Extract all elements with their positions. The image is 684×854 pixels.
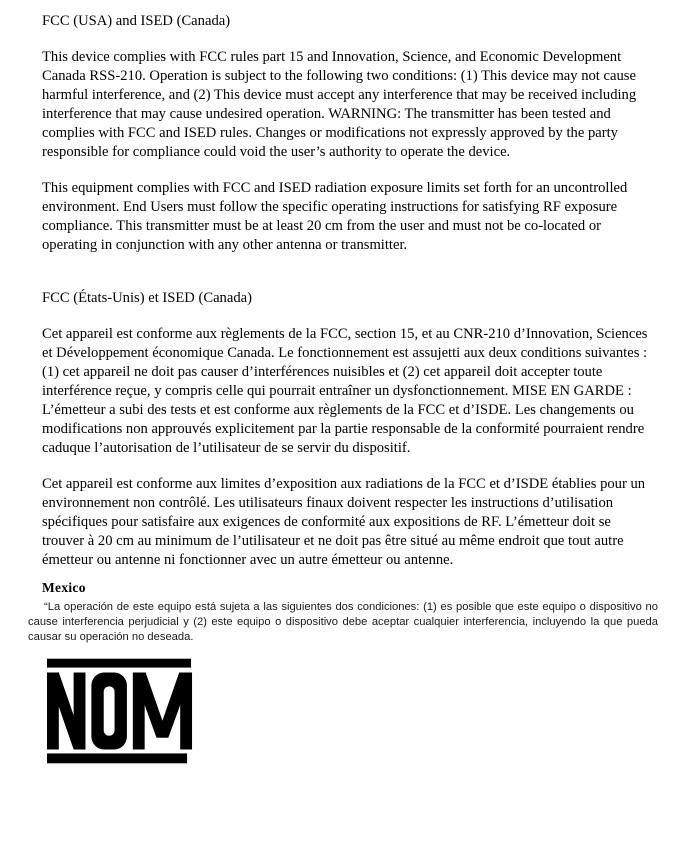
section-heading-mexico: Mexico <box>42 580 86 595</box>
nom-logo <box>46 658 194 764</box>
nom-logo-graphic <box>46 658 194 764</box>
fcc-english-paragraph-1: This device complies with FCC rules part 15 and Innovation, Science, and Economic Development Canada RSS-210. Operation is subject to the following two conditions: (1) This device may not cause harmful interference, and (2) This device must accept any interference that may be received including interference that may cause undesired operation. WARNING: The transmitter has been tested and complies with FCC and ISED rules. Changes or modifications not expressly approved by the party responsible for compliance could void the user’s authority to operate the device. <box>42 49 637 160</box>
section-heading-fcc-english: FCC (USA) and ISED (Canada) <box>42 13 231 29</box>
section-heading-fcc-french: FCC (États-Unis) et ISED (Canada) <box>42 290 252 306</box>
mexico-paragraph: “La operación de este equipo está sujeta a las siguientes dos condiciones: (1) es posible que este equipo o dispositivo no cause interferencia perjudicial y (2) este equipo o dispositivo debe aceptar cualquier interferencia, incluyendo la que pueda causar su operación no deseada. <box>28 601 658 643</box>
fcc-french-paragraph-2: Cet appareil est conforme aux limites d’exposition aux radiations de la FCC et d’ISDE établies pour un environnement non contrôlé. Les utilisateurs finaux doivent respecter les instructions d’utilisation spécifiques pour satisfaire aux exigences de conformité aux expositions de RF. L’émetteur doit se trouver à 20 cm au minimum de l’utilisateur et ne doit pas être situé au même endroit que tout autre émetteur ou antenne ni fonctionner avec un autre émetteur ou antenne. <box>42 476 646 568</box>
fcc-english-paragraph-2: This equipment complies with FCC and ISED radiation exposure limits set forth for an uncontrolled environment. End Users must follow the specific operating instructions for satisfying RF exposure compliance. This transmitter must be at least 20 cm from the user and must not be co-located or operating in conjunction with any other antenna or transmitter. <box>42 180 628 253</box>
fcc-french-paragraph-1: Cet appareil est conforme aux règlements de la FCC, section 15, et au CNR-210 d’Innovation, Sciences et Développement économique Canada. Le fonctionnement est assujetti aux deux conditions suivantes : (1) cet appareil ne doit pas causer d’interférences nuisibles et (2) cet appareil doit accepter toute interférence reçue, y compris celle qui pourrait entraîner un dysfonctionnement. MISE EN GARDE : L’émetteur a subi des tests et est conforme aux règlements de la FCC et d’ISDE. Les changements ou modifications non approuvés explicitement par la partie responsable de la conformité pourraient rendre caduque l’autorisation de l’utilisateur de se servir du dispositif. <box>42 326 648 456</box>
